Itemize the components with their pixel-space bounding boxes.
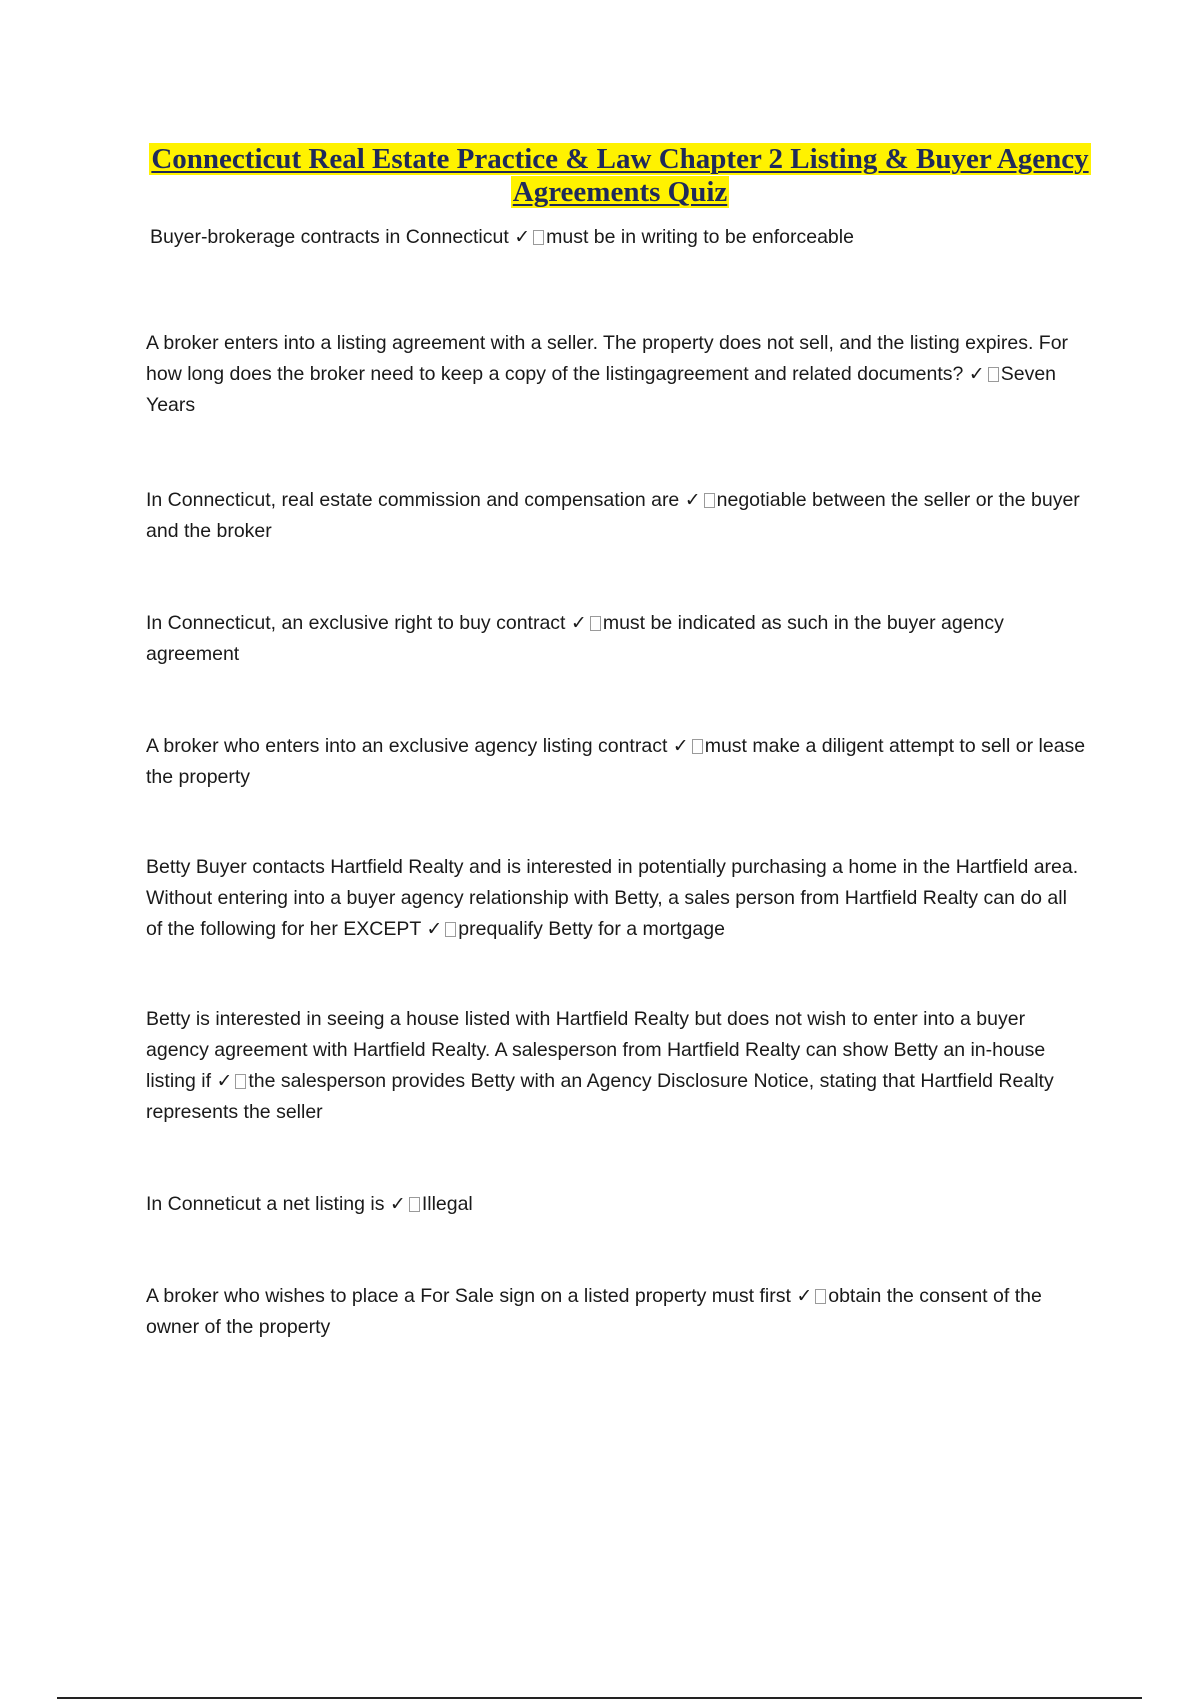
check-mark-icon: ✓ [570,612,587,634]
qa-item [146,1281,1086,1343]
footer-divider [57,1697,1142,1699]
placeholder-box-icon [533,230,544,245]
answer-text: Illegal [421,1193,473,1215]
qa-item [146,1189,1086,1220]
check-mark-icon: ✓ [672,735,689,757]
answer-text: negotiable between the seller or the buyer and the broker [146,489,1080,542]
qa-item [150,222,1090,253]
answer-text: must make a diligent attempt to sell or lease the property [146,735,1086,788]
question-text: Buyer-brokerage contracts in Connecticut [150,226,509,248]
check-mark-icon: ✓ [389,1193,406,1215]
answer-text: obtain the consent of the owner of the property [146,1285,1042,1338]
check-mark-icon: ✓ [796,1285,813,1307]
qa-item [146,485,1086,547]
question-text: A broker who wishes to place a For Sale sign on a listed property must first [146,1285,791,1307]
answer-text: must be in writing to be enforceable [546,226,854,248]
placeholder-box-icon [445,922,456,937]
question-text: In Connecticut, real estate commission and compensation are [146,489,680,511]
placeholder-box-icon [590,616,601,631]
question-text: In Connecticut, an exclusive right to buy contract [146,612,566,634]
question-text: Betty Buyer contacts Hartfield Realty and is interested in potentially purchasing a home in the Hartfield area. Without entering into a buyer agency relationship with Betty, a sales person from Hartfield Realty can do all of the following for her EXCEPT [146,856,1079,940]
qa-item [146,1004,1086,1128]
placeholder-box-icon [988,367,999,382]
placeholder-box-icon [692,739,703,754]
qa-item [146,328,1086,421]
title-text: Connecticut Real Estate Practice & Law Chapter 2 Listing & Buyer Agency Agreements Quiz [151,143,1089,208]
qa-item [146,731,1086,793]
qa-item [146,852,1086,945]
check-mark-icon: ✓ [968,363,985,385]
placeholder-box-icon [235,1074,246,1089]
qa-item [146,608,1086,670]
check-mark-icon: ✓ [216,1070,233,1092]
placeholder-box-icon [815,1289,826,1304]
answer-text: prequalify Betty for a mortgage [458,918,725,940]
question-text: A broker enters into a listing agreement with a seller. The property does not sell, and the listing expires. For how long does the broker need to keep a copy of the listingagreement and related documents? [146,332,1069,385]
check-mark-icon: ✓ [684,489,701,511]
check-mark-icon: ✓ [514,226,531,248]
question-text: In Conneticut a net listing is [146,1193,385,1215]
placeholder-box-icon [409,1197,420,1212]
answer-text: the salesperson provides Betty with an Agency Disclosure Notice, stating that Hartfield Realty represents the seller [146,1070,1054,1123]
answer-text: must be indicated as such in the buyer agency agreement [146,612,1004,665]
check-mark-icon: ✓ [426,918,443,940]
question-text: Betty is interested in seeing a house listed with Hartfield Realty but does not wish to enter into a buyer agency agreement with Hartfield Realty. A salesperson from Hartfield Realty can show Betty an in-house listing if [146,1008,1046,1092]
answer-text: Seven Years [146,363,1057,416]
question-text: A broker who enters into an exclusive agency listing contract [146,735,668,757]
page-title [130,143,1110,209]
placeholder-box-icon [704,493,715,508]
